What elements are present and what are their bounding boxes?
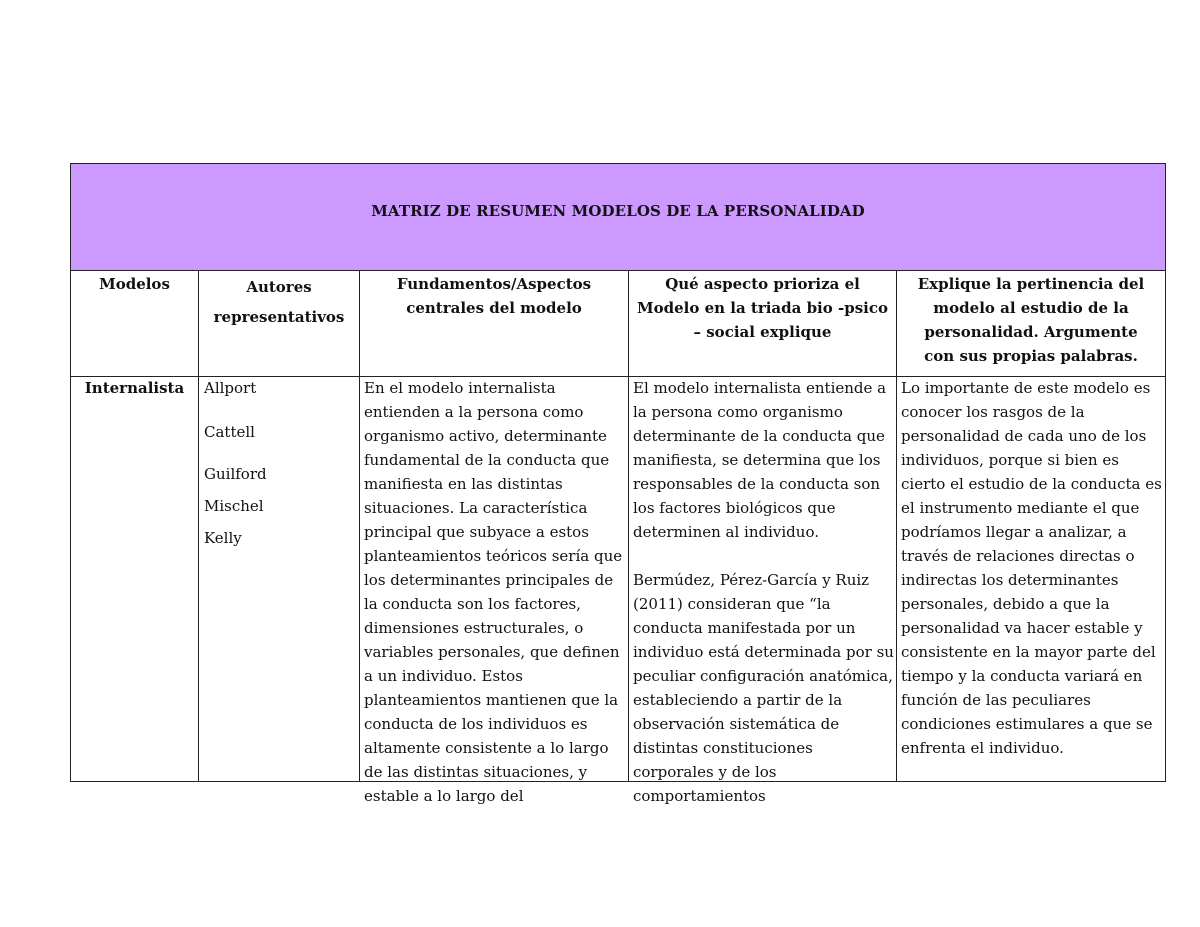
- fundamentos-text: En el modelo internalista entienden a la persona como organismo activo, determinante fundamental de la conducta que manifiesta en las distintas situaciones. La característica principal que subyace a estos planteamientos teóricos sería que los determinantes principales de la conducta son los factores, dimensiones estructurales, o variables personales, que definen a un individuo. Estos planteamientos mantienen que la conducta de los individuos es altamente consistente a lo largo de las distintas situaciones, y estable a lo largo del: [364, 379, 623, 805]
- model-name-internalista: Internalista: [84, 379, 185, 397]
- header-autores: Autores representativos: [213, 278, 345, 326]
- pertinencia-text: Lo importante de este modelo es conocer los rasgos de la personalidad de cada uno de los individuos, porque si bien es cierto el estudio de la conducta es el instrumento mediante el que podríamos llegar a analizar, a través de relaciones directas o indirectas los determinantes personales, debido a que la personalidad va hacer estable y consistente en la mayor parte del tiempo y la conducta variará en función de las peculiares condiciones estimulares a que se enfrenta el individuo.: [901, 379, 1162, 757]
- author-item: Guilford: [204, 465, 267, 483]
- triada-text: [633, 376, 895, 805]
- matrix-title: MATRIZ DE RESUMEN MODELOS DE LA PERSONALIDAD: [371, 202, 865, 220]
- header-triada: Qué aspecto prioriza el Modelo en la triada bio -psico – social explique: [637, 275, 888, 341]
- header-fundamentos: Fundamentos/Aspectos centrales del modelo: [396, 275, 592, 317]
- column-divider: [628, 271, 629, 781]
- author-item: Kelly: [204, 529, 242, 547]
- author-item: Cattell: [204, 423, 255, 441]
- title-band: [71, 164, 1165, 271]
- column-divider: [359, 271, 360, 781]
- header-pertinencia: Explique la pertinencia del modelo al estudio de la personalidad. Argumente con sus propias palabras.: [917, 275, 1145, 365]
- column-divider: [198, 271, 199, 781]
- author-item: Mischel: [204, 497, 264, 515]
- author-item: Allport: [204, 379, 257, 397]
- triada-paragraph: El modelo internalista entiende a la persona como organismo determinante de la conducta que manifiesta, se determina que los responsables de la conducta son los factores biológicos que determinen al individuo.: [633, 379, 887, 541]
- header-modelos: Modelos: [99, 275, 170, 293]
- triada-paragraph: Bermúdez, Pérez-García y Ruiz (2011) consideran que “la conducta manifestada por un individuo está determinada por su peculiar configuración anatómica, estableciendo a partir de la observación sistemática de distintas constituciones corporales y de los comportamientos: [633, 571, 894, 805]
- summary-matrix-table: [70, 163, 1166, 805]
- authors-list: [204, 376, 354, 550]
